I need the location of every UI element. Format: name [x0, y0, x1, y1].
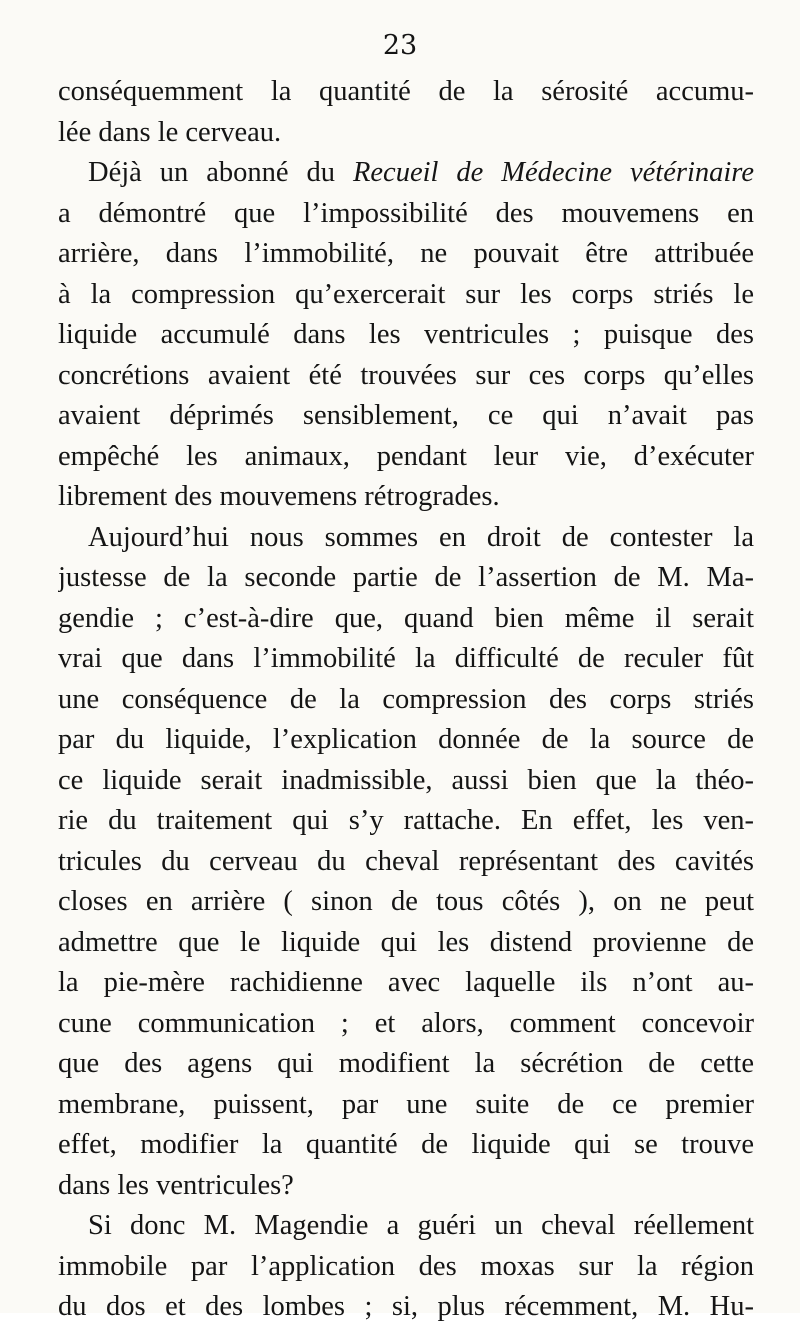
text-line: conséquemment la quantité de la sérosité accumu- — [58, 76, 754, 107]
text-line: effet, modifier la quantité de liquide qui se trouve — [58, 1129, 754, 1160]
text-line: immobile par l’application des moxas sur la région — [58, 1250, 754, 1282]
text-line: librement des mouvemens rétrogrades. — [58, 481, 500, 512]
text-line: concrétions avaient été trouvées sur ces corps qu’elles — [58, 359, 754, 391]
text-line: arrière, dans l’immobilité, ne pouvait être attribuée — [58, 238, 754, 269]
body-text — [58, 72, 754, 1328]
paragraph-1 — [58, 72, 754, 153]
text-line — [58, 153, 754, 194]
text-line: par du liquide, l’explication donnée de la source de — [58, 724, 754, 755]
text-line: ce liquide serait inadmissible, aussi bien que la théo- — [58, 764, 754, 796]
paragraph-3 — [58, 518, 754, 1207]
page-number: 23 — [382, 30, 418, 61]
text-run: Déjà un abonné du — [88, 157, 353, 188]
text-line: avaient déprimés sensiblement, ce qui n’avait pas — [58, 400, 754, 431]
text-line: admettre que le liquide qui les distend provienne de — [58, 926, 754, 958]
text-line: vrai que dans l’immobilité la difficulté de reculer fût — [58, 643, 754, 674]
text-line: Aujourd’hui nous sommes en droit de contester la — [88, 521, 754, 553]
text-line: closes en arrière ( sinon de tous côtés ), on ne peut — [58, 886, 754, 917]
text-line: tricules du cerveau du cheval représentant des cavités — [58, 845, 754, 877]
text-line: la pie-mère rachidienne avec laquelle ils n’ont au- — [58, 967, 754, 998]
text-line: une conséquence de la compression des corps striés — [58, 683, 754, 715]
text-line: que des agens qui modifient la sécrétion de cette — [58, 1048, 754, 1079]
text-line: lée dans le cerveau. — [58, 116, 282, 148]
paragraph-2 — [58, 153, 754, 518]
paragraph-4 — [58, 1206, 754, 1328]
text-line: dans les ventricules? — [58, 1169, 294, 1201]
text-line: justesse de la seconde partie de l’assertion de M. Ma- — [58, 562, 754, 593]
text-line: liquide accumulé dans les ventricules ; puisque des — [58, 319, 754, 350]
text-line: à la compression qu’exercerait sur les corps striés le — [58, 278, 754, 310]
text-line: empêché les animaux, pendant leur vie, d’exécuter — [58, 440, 754, 472]
text-line: cune communication ; et alors, comment concevoir — [58, 1007, 754, 1039]
text-line: a démontré que l’impossibilité des mouvemens en — [58, 197, 754, 229]
text-line: gendie ; c’est-à-dire que, quand bien même il serait — [58, 602, 754, 634]
text-line: rie du traitement qui s’y rattache. En effet, les ven- — [58, 805, 754, 836]
journal-title: Recueil de Médecine vétérinaire — [352, 157, 754, 188]
text-line: Si donc M. Magendie a guéri un cheval réellement — [88, 1210, 754, 1241]
text-line: du dos et des lombes ; si, plus récemment, M. Hu- — [58, 1291, 754, 1322]
text-line: membrane, puissent, par une suite de ce premier — [58, 1088, 754, 1120]
